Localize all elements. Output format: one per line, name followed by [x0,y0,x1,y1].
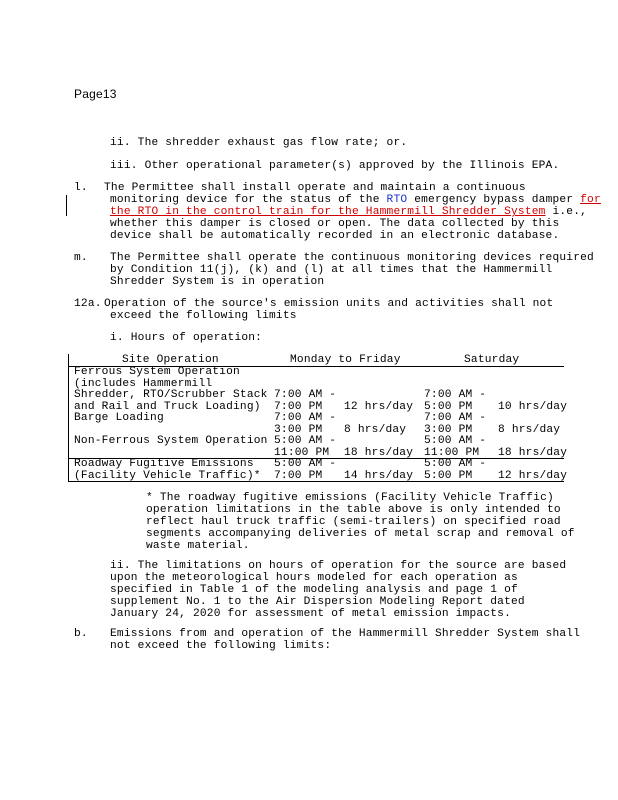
condition-12a-line-1: Operation of the source's emission units and activities shall not [104,298,554,310]
table-cell-weekday-time: 5:00 AM - [274,458,337,470]
table-cell-operation: (Facility Vehicle Traffic)* [74,469,261,482]
table-cell-weekday-time: 7:00 PM [274,400,323,413]
condition-b-line-2: not exceed the following limits: [110,640,332,652]
condition-l-line-5: device shall be automatically recorded in an electronic database. [110,230,560,242]
footnote-line: operation limitations in the table above is only intended to [146,504,561,516]
inserted-text-for: for [580,194,601,206]
condition-l-marker: l. [74,182,88,194]
item-ii-line: ii. The limitations on hours of operation for the source are based [110,560,567,572]
table-cell-saturday-time: 5:00 AM - [424,458,487,470]
table-cell-operation: and Rail and Truck Loading) [74,400,261,413]
table-cell-operation: Ferrous System Operation [74,366,240,378]
item-ii-text: ii. The shredder exhaust gas flow rate; or. [110,137,408,149]
table-cell-saturday-time: 11:00 PM [424,446,480,459]
condition-m-line-2: by Condition 11(j), (k) and (l) at all times that the Hammermill [110,264,553,276]
page-label: Page13 [74,87,117,101]
item-iii-text: iii. Other operational parameter(s) approved by the Illinois EPA. [110,160,560,172]
condition-b-line-1: Emissions from and operation of the Hammermill Shredder System shall [110,628,581,640]
table-cell-operation: (includes Hammermill [74,377,213,390]
table-header-saturday: Saturday [464,354,520,366]
table-left-border [68,354,69,482]
table-cell-weekday-time: 5:00 AM - [274,435,337,447]
table-cell-saturday-hours: 18 hrs/day [498,446,568,459]
table-cell-weekday-hours: 18 hrs/day [344,446,414,459]
condition-m-line-1: The Permittee shall operate the continuous monitoring devices required [110,252,594,264]
table-cell-weekday-time: 11:00 PM [274,446,330,459]
table-cell-saturday-time: 7:00 AM - [424,389,487,401]
table-cell-weekday-time: 7:00 PM [274,469,323,482]
condition-l-line-3 [110,206,587,219]
condition-l-line-3-tail: i.e., [545,206,588,218]
table-cell-saturday-time: 5:00 AM - [424,435,487,447]
table-cell-weekday-time: 3:00 PM [274,423,323,436]
table-cell-saturday-hours: 12 hrs/day [498,469,568,482]
table-header-monday-to-friday: Monday to Friday [290,354,401,366]
condition-m-line-3: Shredder System is in operation [110,276,325,288]
footnote-line: reflect haul truck traffic (semi-trailers) on specified road [146,516,561,528]
inserted-text-control-train: the RTO in the control train for the Hammermill Shredder System [110,206,546,218]
table-header-site-operation: Site Operation [122,354,219,366]
table-cell-operation: Barge Loading [74,412,164,424]
condition-l-line-4: whether this damper is closed or open. The data collected by this [110,218,560,230]
item-ii-line: January 24, 2020 for assessment of metal emission impacts. [110,608,511,620]
table-cell-saturday-hours: 8 hrs/day [498,423,561,436]
item-ii-line: supplement No. 1 to the Air Dispersion Modeling Report dated [110,596,525,608]
condition-l-line-2-mid: emergency bypass damper [407,194,581,206]
table-cell-weekday-time: 7:00 AM - [274,389,337,401]
table-cell-operation: Roadway Fugitive Emissions [74,458,254,470]
condition-l-line-2 [110,194,601,207]
table-cell-operation: Non-Ferrous System Operation [74,435,268,447]
condition-12a-marker: 12a. [74,298,102,310]
rto-inserted-text: RTO [386,194,408,206]
table-cell-weekday-hours: 12 hrs/day [344,400,414,413]
table-cell-weekday-time: 7:00 AM - [274,412,337,424]
table-cell-weekday-hours: 14 hrs/day [344,469,414,482]
footnote-line: * The roadway fugitive emissions (Facility Vehicle Traffic) [146,492,554,504]
condition-12a-line-2: exceed the following limits [110,310,297,322]
condition-m-marker: m. [74,252,88,264]
table-cell-operation: Shredder, RTO/Scrubber Stack [74,389,268,401]
item-ii-line: upon the meteorological hours modeled for each operation as [110,572,518,584]
table-cell-saturday-time: 5:00 PM [424,469,473,482]
table-cell-saturday-time: 7:00 AM - [424,412,487,424]
footnote-line: segments accompanying deliveries of metal scrap and removal of [146,528,575,540]
item-ii-line: specified in Table 1 of the modeling analysis and page 1 of [110,584,518,596]
item-i-text: i. Hours of operation: [110,332,263,344]
table-cell-saturday-time: 3:00 PM [424,423,473,436]
footnote-line: waste material. [146,540,250,552]
table-cell-saturday-time: 5:00 PM [424,400,473,413]
condition-l-line-1: The Permittee shall install operate and maintain a continuous [104,182,526,194]
condition-l-line-2-text: monitoring device for the status of the [110,194,387,206]
revision-change-bar [66,195,67,216]
condition-b-marker: b. [74,628,88,640]
table-cell-saturday-hours: 10 hrs/day [498,400,568,413]
table-cell-weekday-hours: 8 hrs/day [344,423,407,436]
